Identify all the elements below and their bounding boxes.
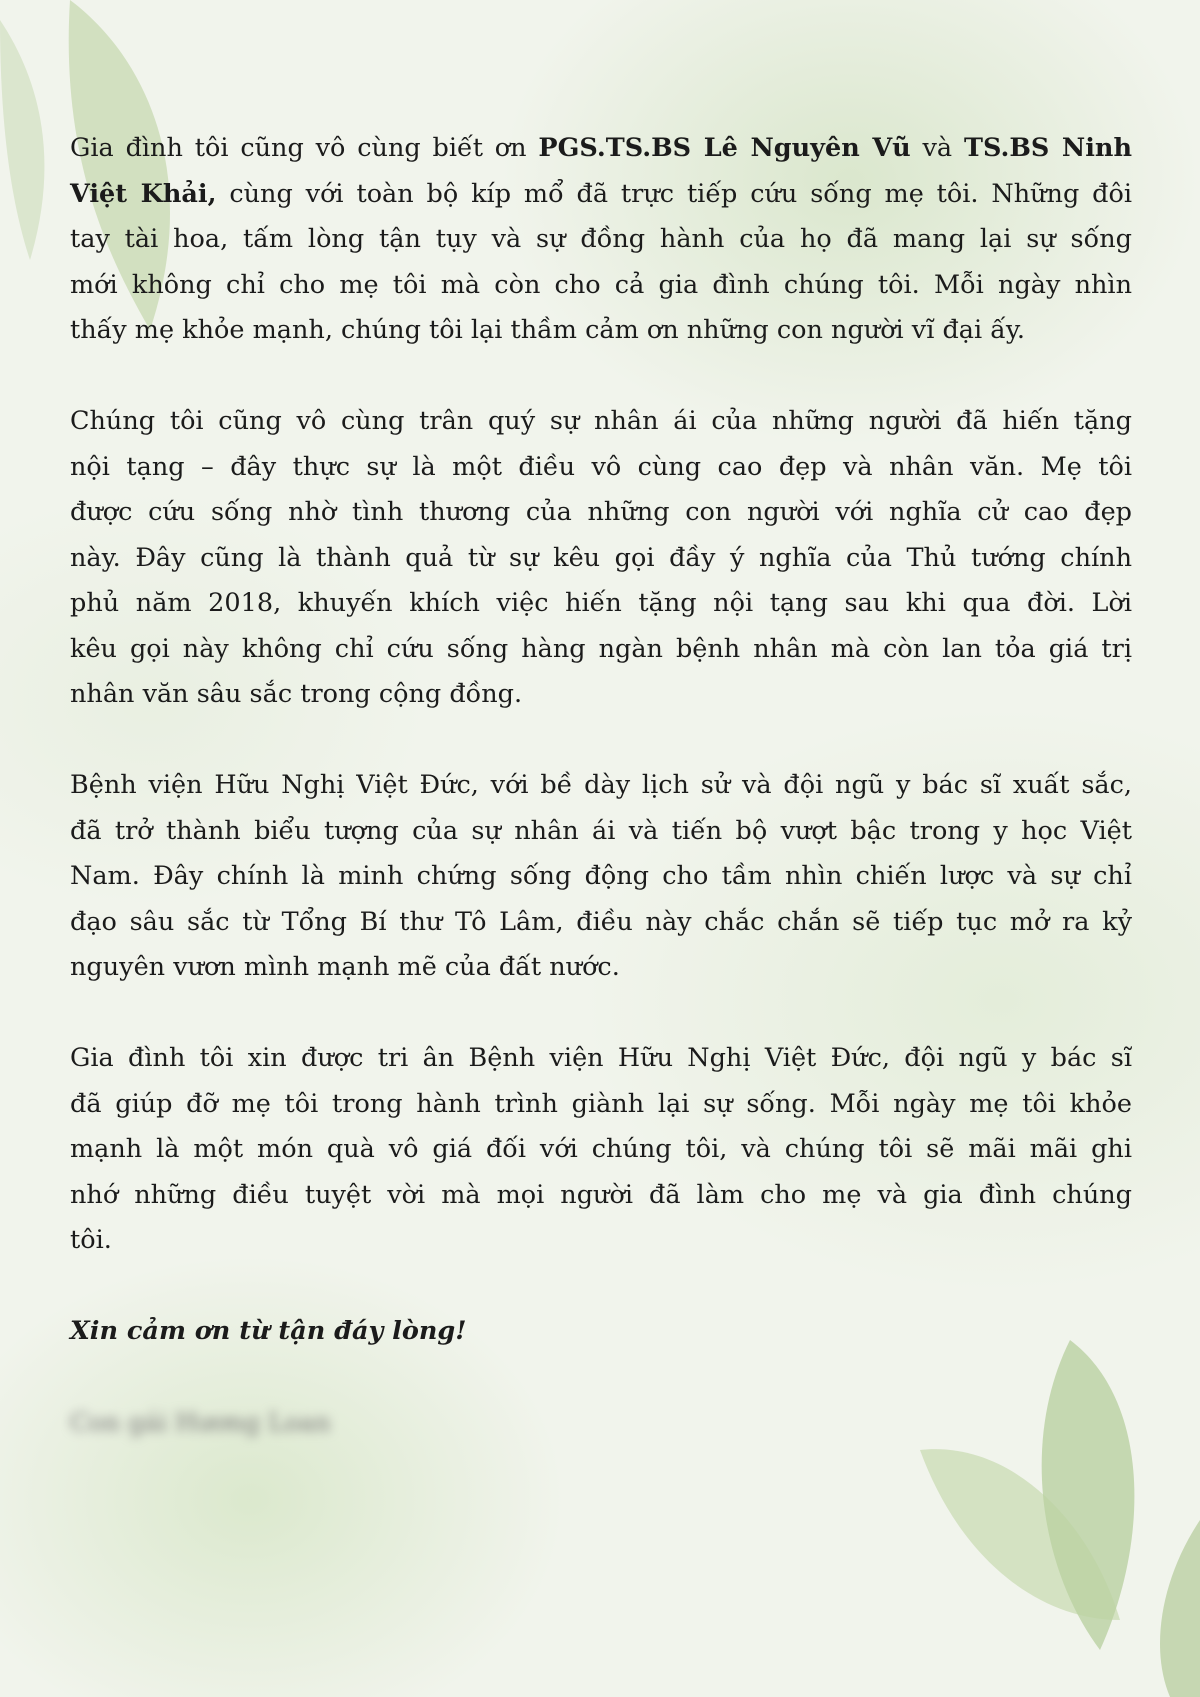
closing-line: Xin cảm ơn từ tận đáy lòng! [70, 1316, 467, 1346]
text-segment: đã giúp đỡ mẹ tôi trong hành trình giành lại sự sống. Mỗi ngày mẹ tôi khỏe [70, 1088, 1132, 1119]
text-segment: mạnh là một món quà vô giá đối với chúng tôi, và chúng tôi sẽ mãi mãi ghi [70, 1134, 1132, 1164]
text-line [70, 672, 1132, 718]
text-segment: Gia đình tôi xin được tri ân Bệnh viện Hữu Nghị Việt Đức, đội ngũ y bác sĩ [70, 1043, 1132, 1073]
text-line [70, 263, 1132, 309]
text-line [70, 1036, 1132, 1082]
text-line [70, 490, 1132, 536]
text-line [70, 1127, 1132, 1173]
text-line [70, 399, 1132, 445]
text-line [70, 581, 1132, 627]
text-line [70, 809, 1132, 855]
paragraph-2 [70, 399, 1132, 718]
text-line [70, 217, 1132, 263]
text-segment: nhân văn sâu sắc trong cộng đồng. [70, 679, 523, 709]
text-segment: cùng với toàn bộ kíp mổ đã trực tiếp cứu sống mẹ tôi. Những đôi [216, 178, 1133, 209]
text-line [70, 900, 1132, 946]
text-line [70, 1218, 1132, 1264]
bold-name: TS.BS Ninh [963, 133, 1132, 163]
text-segment: Chúng tôi cũng vô cùng trân quý sự nhân ái của những người đã hiến tặng [70, 406, 1132, 436]
text-segment: tay tài hoa, tấm lòng tận tụy và sự đồng hành của họ đã mang lại sự sống [70, 224, 1132, 254]
text-line [70, 627, 1132, 673]
text-segment: nhớ những điều tuyệt vời mà mọi người đã làm cho mẹ và gia đình chúng [70, 1179, 1132, 1210]
text-segment: nội tạng – đây thực sự là một điều vô cùng cao đẹp và nhân văn. Mẹ tôi [70, 451, 1132, 482]
bold-name: PGS.TS.BS Lê Nguyên Vũ [538, 133, 911, 163]
text-line [70, 172, 1132, 218]
text-line [70, 536, 1132, 582]
text-line [70, 445, 1132, 491]
letter-body [70, 126, 1132, 1446]
text-line [70, 308, 1132, 354]
text-segment: Gia đình tôi cũng vô cùng biết ơn [70, 133, 539, 163]
text-segment: thấy mẹ khỏe mạnh, chúng tôi lại thầm cảm ơn những con người vĩ đại ấy. [70, 315, 1026, 345]
text-line [70, 854, 1132, 900]
text-segment: này. Đây cũng là thành quả từ sự kêu gọi đầy ý nghĩa của Thủ tướng chính [70, 542, 1132, 573]
text-segment: Bệnh viện Hữu Nghị Việt Đức, với bề dày lịch sử và đội ngũ y bác sĩ xuất sắc, [70, 770, 1132, 800]
text-segment: mới không chỉ cho mẹ tôi mà còn cho cả gia đình chúng tôi. Mỗi ngày nhìn [70, 269, 1132, 300]
signature-blurred: Con gái Hương Loan [70, 1408, 331, 1437]
bold-name: Việt Khải, [70, 178, 217, 209]
text-segment: tôi. [70, 1225, 112, 1255]
text-line [70, 1082, 1132, 1128]
text-line [70, 1173, 1132, 1219]
paragraph-1 [70, 126, 1132, 354]
text-segment: được cứu sống nhờ tình thương của những con người với nghĩa cử cao đẹp [70, 497, 1132, 527]
text-segment: đạo sâu sắc từ Tổng Bí thư Tô Lâm, điều này chắc chắn sẽ tiếp tục mở ra kỷ [70, 906, 1132, 937]
text-segment: Nam. Đây chính là minh chứng sống động cho tầm nhìn chiến lược và sự chỉ [70, 861, 1132, 891]
text-segment: phủ năm 2018, khuyến khích việc hiến tặng nội tạng sau khi qua đời. Lời [70, 588, 1132, 618]
text-line [70, 126, 1132, 172]
text-segment: kêu gọi này không chỉ cứu sống hàng ngàn bệnh nhân mà còn lan tỏa giá trị [70, 633, 1132, 664]
text-segment: và [910, 133, 964, 163]
text-line [70, 945, 1132, 991]
paragraph-4 [70, 1036, 1132, 1264]
text-segment: nguyên vươn mình mạnh mẽ của đất nước. [70, 952, 620, 982]
text-segment: đã trở thành biểu tượng của sự nhân ái và tiến bộ vượt bậc trong y học Việt [70, 815, 1132, 846]
paragraph-3 [70, 763, 1132, 991]
text-line [70, 763, 1132, 809]
